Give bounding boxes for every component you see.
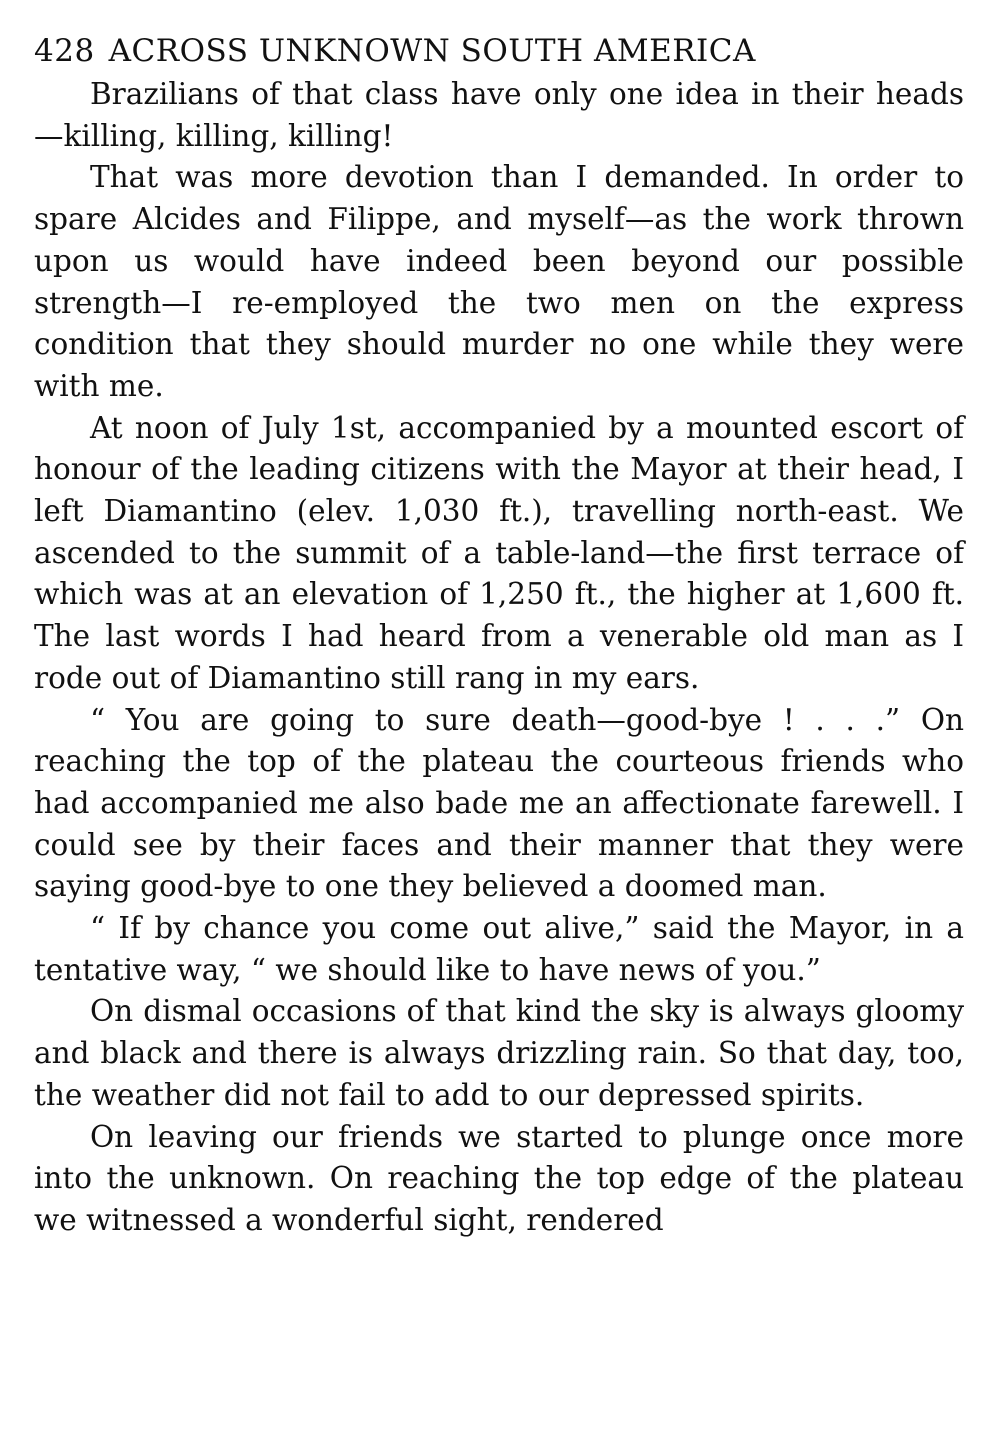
paragraph: On leaving our friends we started to plunge once more into the unknown. On reaching the top edge of the plateau we witnessed a wonderful sight, rendered: [34, 1119, 964, 1237]
paragraph: On dismal occasions of that kind the sky is always gloomy and black and there is always drizzling rain. So that day, too, the weather did not fail to add to our depressed spirits.: [34, 994, 964, 1112]
running-header: [34, 28, 964, 74]
paragraph: “ If by chance you come out alive,” said the Mayor, in a tentative way, “ we should like to have news of you.”: [34, 911, 964, 987]
paragraph: That was more devotion than I demanded. In order to spare Alcides and Filippe, and myself—as the work thrown upon us would have indeed been beyond our possible strength—I re-employed the two men on the express condition that they should murder no one while they were with me.: [34, 160, 964, 403]
page-number: 428: [34, 33, 95, 69]
paragraph: Brazilians of that class have only one idea in their heads—killing, killing, killing!: [34, 77, 964, 153]
book-page: [34, 28, 964, 1242]
paragraph: “ You are going to sure death—good-bye ! . . .” On reaching the top of the plateau the courteous friends who had accompanied me also bade me an affectionate farewell. I could see by their faces and their manner that they were saying good-bye to one they believed a doomed man.: [34, 702, 964, 904]
running-title: ACROSS UNKNOWN SOUTH AMERICA: [108, 33, 756, 69]
paragraph: At noon of July 1st, accompanied by a mounted escort of honour of the leading citizens with the Mayor at their head, I left Diamantino (elev. 1,030 ft.), travelling north-east. We ascended to the summit of a table-land—the first terrace of which was at an elevation of 1,250 ft., the higher at 1,600 ft. The last words I had heard from a venerable old man as I rode out of Diamantino still rang in my ears.: [34, 410, 964, 695]
